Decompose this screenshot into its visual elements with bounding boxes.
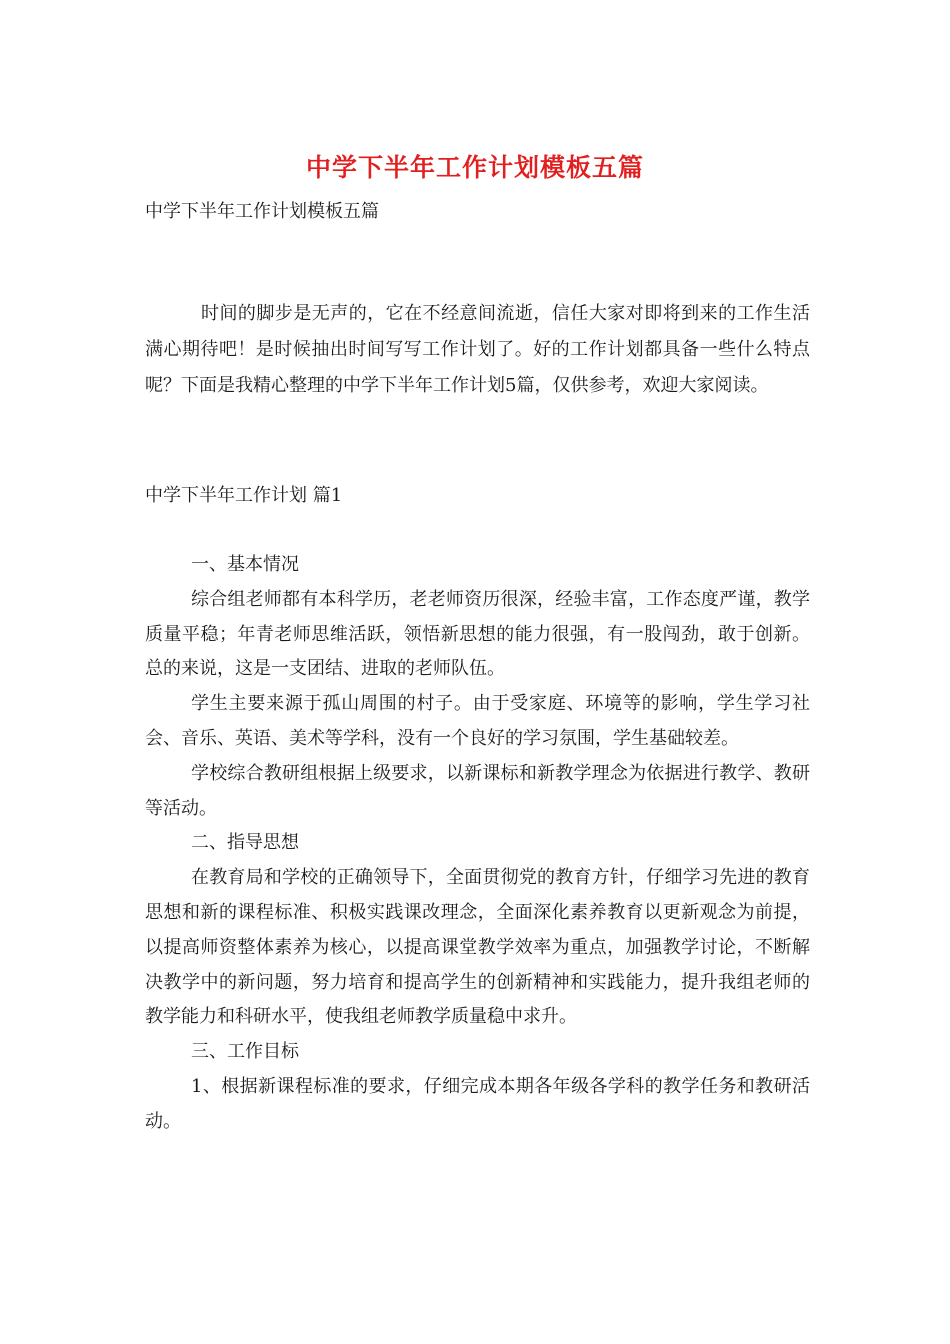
paragraph-research-group: 学校综合教研组根据上级要求，以新课标和新教学理念为依据进行教学、教研等活动。	[145, 762, 810, 819]
paragraph-students: 学生主要来源于孤山周围的村子。由于受家庭、环境等的影响，学生学习社会、音乐、英语、美术等学科，没有一个良好的学习氛围，学生基础较差。	[145, 693, 810, 749]
heading-work-goals: 三、工作目标	[191, 1041, 299, 1063]
paragraph-goal-1: 1、根据新课程标准的要求，仔细完成本期各年级各学科的教学任务和教研活动。	[145, 1075, 810, 1132]
document-subtitle: 中学下半年工作计划模板五篇	[145, 201, 379, 222]
paragraph-guiding-ideology: 在教育局和学校的正确领导下，全面贯彻党的教育方针，仔细学习先进的教育思想和新的课程标准、积极实践课改理念，全面深化素养教育以更新观念为前提，以提高师资整体素养为核心，以提高课堂教学效率为重点，加强教学讨论，不断解决教学中的新问题，努力培育和提高学生的创新精神和实践能力，提升我组老师的教学能力和科研水平，使我组老师教学质量稳中求升。	[145, 867, 810, 1028]
paragraph-teachers: 综合组老师都有本科学历，老老师资历很深，经验丰富，工作态度严谨，教学质量平稳；年青老师思维活跃，领悟新思想的能力很强，有一股闯劲，敢于创新。总的来说，这是一支团结、进取的老师队伍。	[145, 588, 810, 680]
section-heading: 中学下半年工作计划 篇1	[145, 485, 343, 506]
document-title: 中学下半年工作计划模板五篇	[305, 153, 644, 182]
heading-guiding-ideology: 二、指导思想	[191, 832, 299, 854]
intro-paragraph: 时间的脚步是无声的，它在不经意间流逝，信任大家对即将到来的工作生活满心期待吧！是时候抽出时间写写工作计划了。好的工作计划都具备一些什么特点呢？下面是我精心整理的中学下半年工作计划5篇，仅供参考，欢迎大家阅读。	[145, 303, 810, 396]
heading-basic-situation: 一、基本情况	[191, 554, 299, 575]
body-content	[145, 548, 810, 1140]
